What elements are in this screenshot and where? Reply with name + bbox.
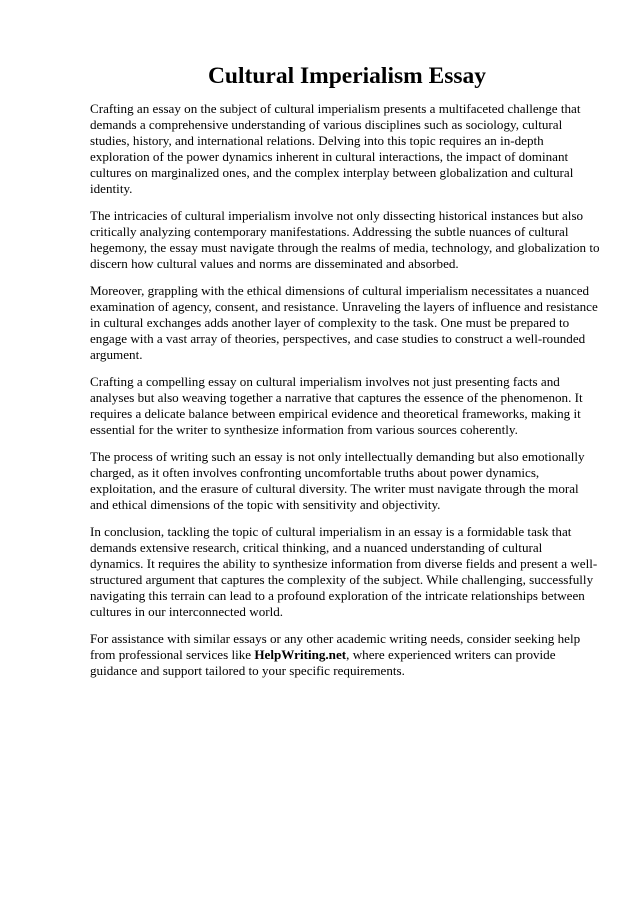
paragraph-line: navigating this terrain can lead to a profound exploration of the intricate relationships between	[90, 588, 585, 604]
paragraph-4	[90, 374, 600, 438]
paragraph-line: argument.	[90, 347, 143, 363]
closing-text-after: , where experienced writers can provide	[346, 646, 556, 662]
paragraph-line: For assistance with similar essays or any other academic writing needs, consider seeking help	[90, 630, 581, 646]
paragraph-line: critically analyzing contemporary manifestations. Addressing the subtle nuances of cultural	[90, 224, 569, 240]
paragraph-line: Moreover, grappling with the ethical dimensions of cultural imperialism necessitates a nuanced	[90, 282, 590, 298]
paragraph-line: Crafting a compelling essay on cultural imperialism involves not just presenting facts and	[90, 373, 560, 389]
paragraph-line: engage with a vast array of theories, perspectives, and case studies to construct a well-rounded	[90, 331, 586, 347]
paragraph-line: requires a delicate balance between empirical evidence and theoretical frameworks, making it	[90, 406, 581, 422]
paragraph-3	[90, 283, 600, 363]
paragraph-1	[90, 101, 600, 198]
paragraph-line: The process of writing such an essay is not only intellectually demanding but also emotionally	[90, 448, 585, 464]
paragraph-5	[90, 449, 600, 513]
paragraph-line: exploitation, and the erasure of cultural diversity. The writer must navigate through the moral	[90, 480, 579, 496]
paragraph-line: in cultural exchanges adds another layer of complexity to the task. One must be prepared to	[90, 315, 570, 331]
closing-text-before: from professional services like	[90, 646, 255, 662]
paragraph-line: identity.	[90, 181, 133, 197]
paragraph-line: Crafting an essay on the subject of cultural imperialism presents a multifaceted challenge that	[90, 101, 581, 116]
paragraph-line: guidance and support tailored to your specific requirements.	[90, 662, 405, 678]
paragraph-6	[90, 524, 600, 621]
paragraph-line: analyses but also weaving together a narrative that captures the essence of the phenomenon. It	[90, 390, 583, 405]
page-title: Cultural Imperialism Essay	[207, 63, 487, 89]
paragraph-line: essential for the writer to synthesize information from various sources coherently.	[90, 422, 518, 438]
paragraph-line: and ethical dimensions of the topic with sensitivity and objectivity.	[90, 497, 441, 513]
closing-paragraph	[90, 631, 600, 679]
paragraph-line: dynamics. It requires the ability to synthesize information from diverse fields and present a well-	[90, 555, 598, 571]
paragraph-line: discern how cultural values and norms are disseminated and absorbed.	[90, 256, 459, 272]
document-page	[90, 62, 600, 690]
paragraph-line	[90, 647, 600, 663]
paragraph-line: examination of agency, consent, and resistance. Unraveling the layers of influence and resistance	[90, 299, 598, 315]
paragraph-line: The intricacies of cultural imperialism involve not only dissecting historical instances but also	[90, 208, 584, 224]
paragraph-line: hegemony, the essay must navigate through the realms of media, technology, and globalization to	[90, 240, 600, 256]
paragraph-line: exploration of the power dynamics inherent in cultural interactions, the impact of dominant	[90, 149, 569, 165]
paragraph-line: studies, history, and international relations. Delving into this topic requires an in-depth	[90, 133, 544, 149]
paragraph-line: structured argument that captures the complexity of the subject. While challenging, successfully	[90, 571, 594, 587]
paragraph-line: cultures on marginalized ones, and the complex interplay between globalization and cultural	[90, 165, 574, 181]
paragraph-line: demands extensive research, critical thinking, and a nuanced understanding of cultural	[90, 539, 543, 555]
paragraph-2	[90, 208, 600, 272]
helpwriting-brand-name: HelpWriting.net	[254, 646, 347, 662]
paragraph-line: cultures in our interconnected world.	[90, 604, 284, 620]
paragraph-line: charged, as it often involves confronting uncomfortable truths about power dynamics,	[90, 464, 540, 480]
paragraph-line: demands a comprehensive understanding of various disciplines such as sociology, cultural	[90, 117, 563, 133]
paragraph-line: In conclusion, tackling the topic of cultural imperialism in an essay is a formidable task that	[90, 523, 572, 539]
